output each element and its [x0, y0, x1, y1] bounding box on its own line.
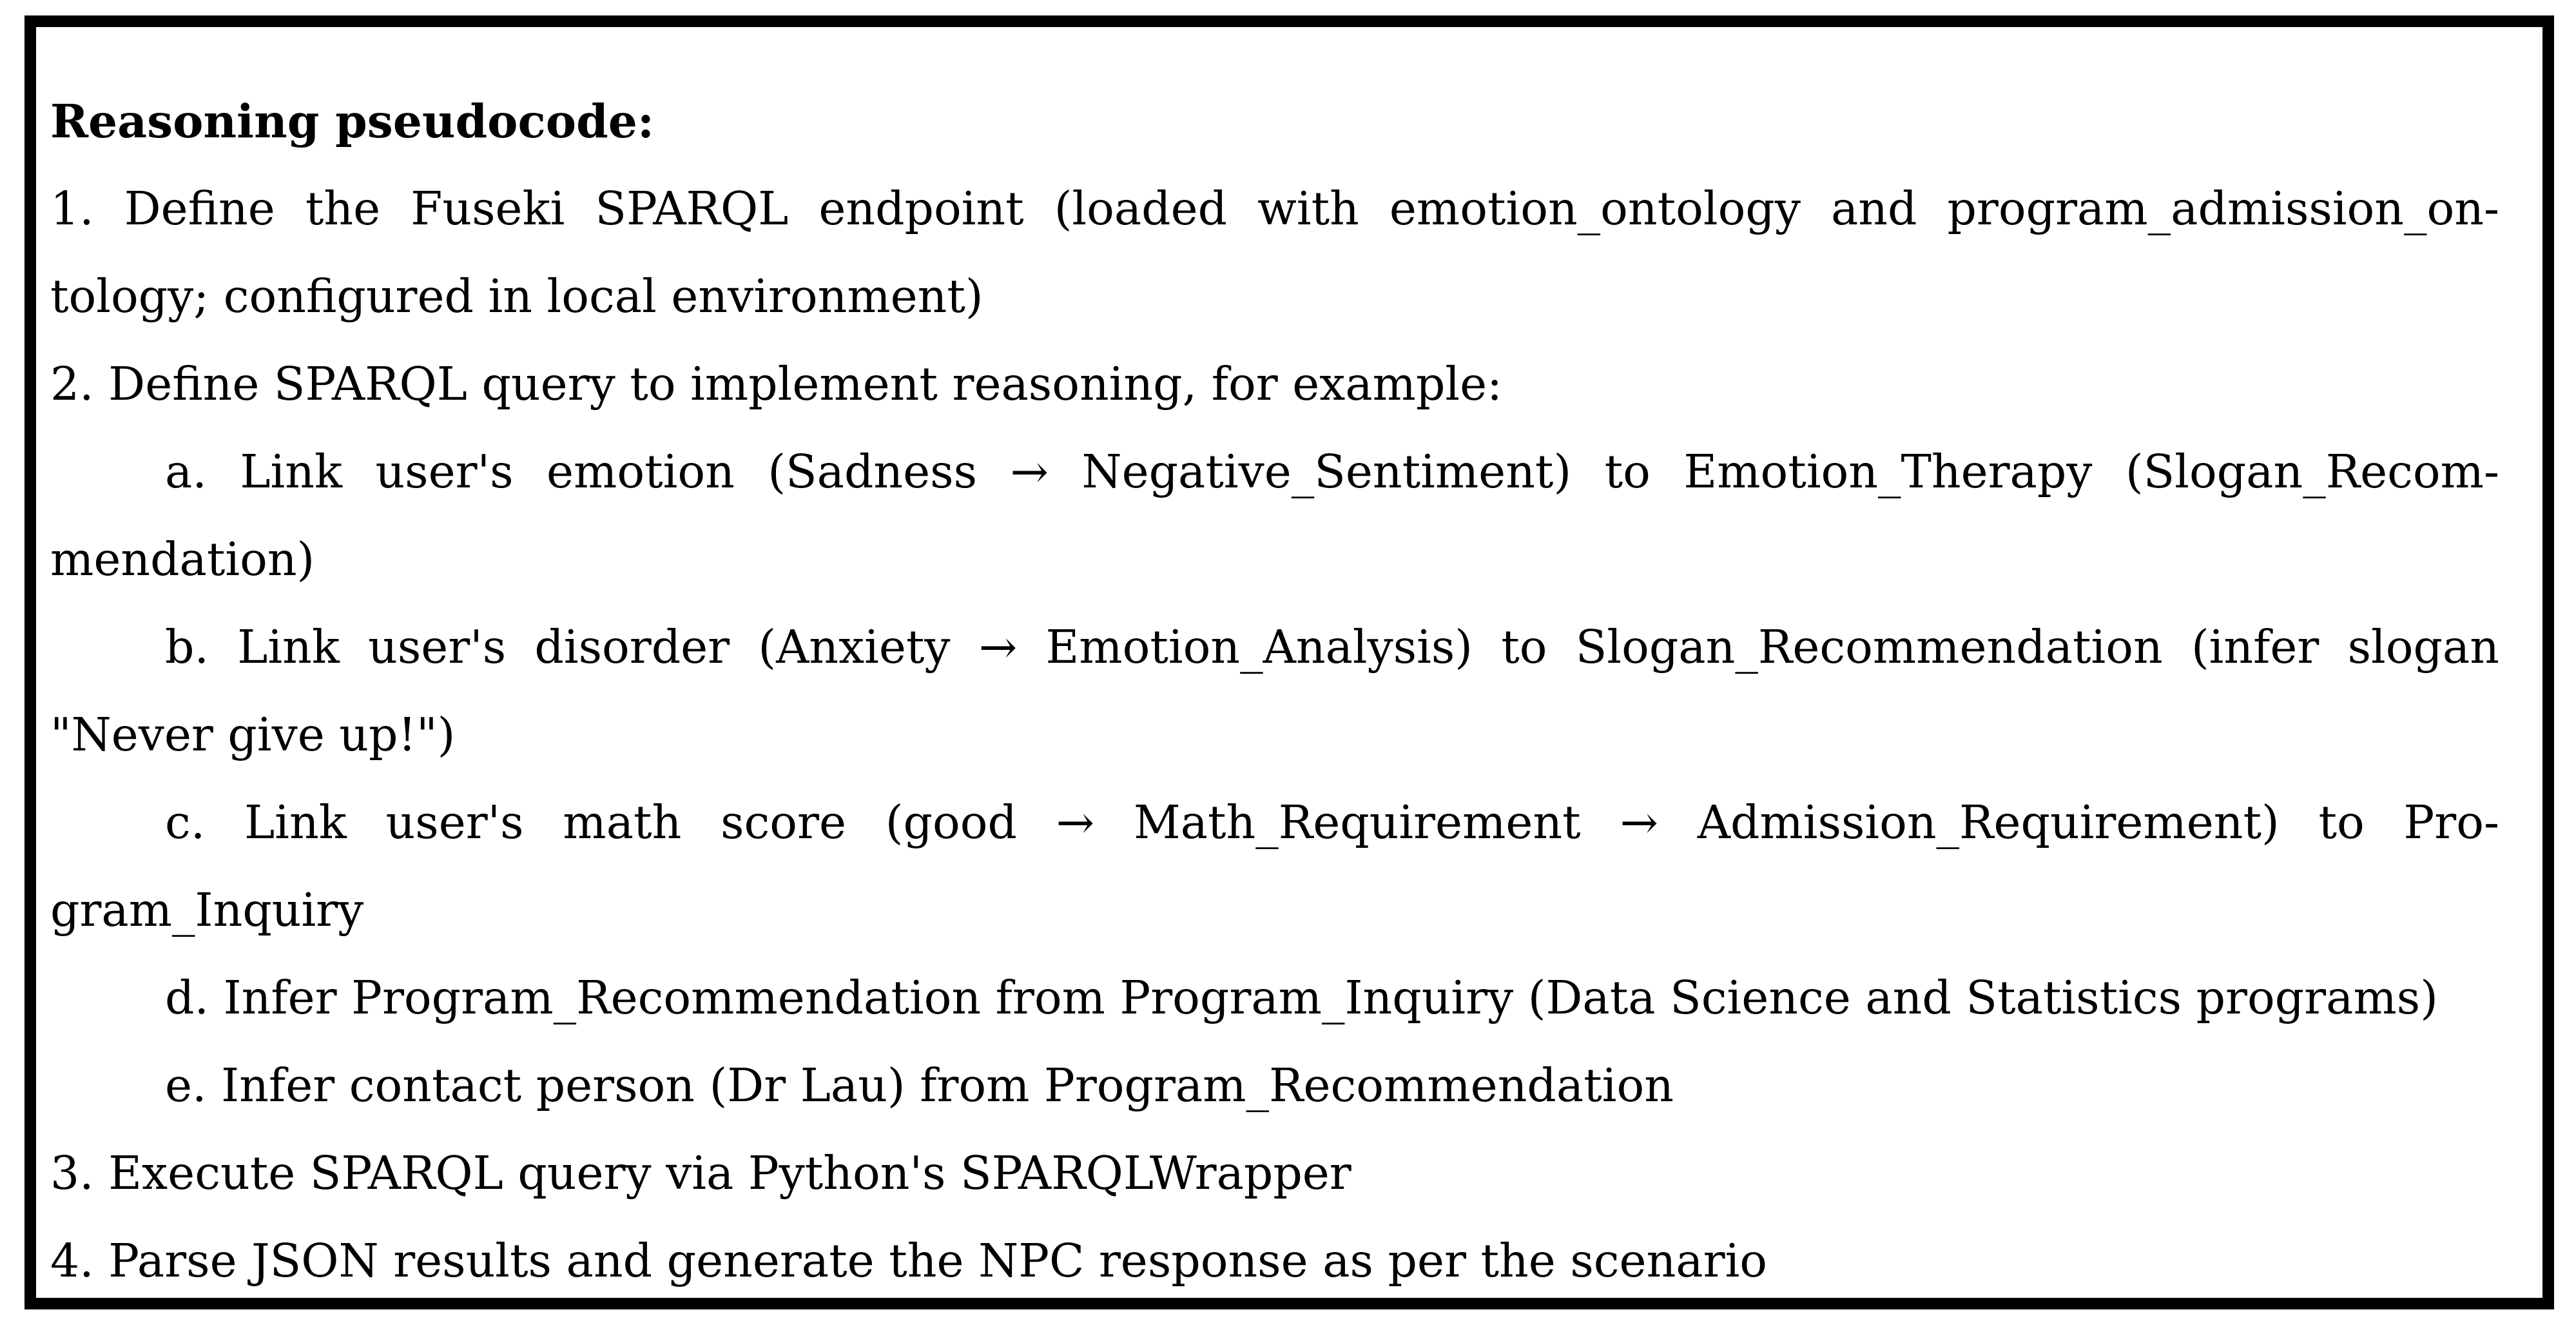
- substep-c-line-2: gram_Inquiry: [50, 883, 364, 937]
- substep-c-line-1: c. Link user's math score (good → Math_Requirement → Admission_Requirement) to Pro-: [165, 796, 2499, 849]
- step-3: 3. Execute SPARQL query via Python's SPARQLWrapper: [50, 1146, 1351, 1200]
- step-4: 4. Parse JSON results and generate the NPC response as per the scenario: [50, 1234, 1768, 1288]
- box-title: Reasoning pseudocode:: [50, 94, 655, 148]
- substep-a-line-1: a. Link user's emotion (Sadness → Negative_Sentiment) to Emotion_Therapy (Slogan_Recom-: [165, 445, 2499, 498]
- substep-a-line-2: mendation): [50, 533, 315, 586]
- substep-e: e. Infer contact person (Dr Lau) from Program_Recommendation: [165, 1059, 1674, 1112]
- substep-d: d. Infer Program_Recommendation from Program_Inquiry (Data Science and Statistics programs): [165, 971, 2438, 1024]
- step-1-line-2: tology; configured in local environment): [50, 269, 983, 323]
- step-2: 2. Define SPARQL query to implement reasoning, for example:: [50, 357, 1503, 411]
- step-1-line-1: 1. Define the Fuseki SPARQL endpoint (loaded with emotion_ontology and program_admission_on-: [50, 182, 2499, 235]
- substep-b-line-2: "Never give up!"): [50, 708, 456, 761]
- substep-b-line-1: b. Link user's disorder (Anxiety → Emotion_Analysis) to Slogan_Recommendation (infer slogan: [165, 620, 2499, 674]
- pseudocode-content: [50, 77, 2499, 1305]
